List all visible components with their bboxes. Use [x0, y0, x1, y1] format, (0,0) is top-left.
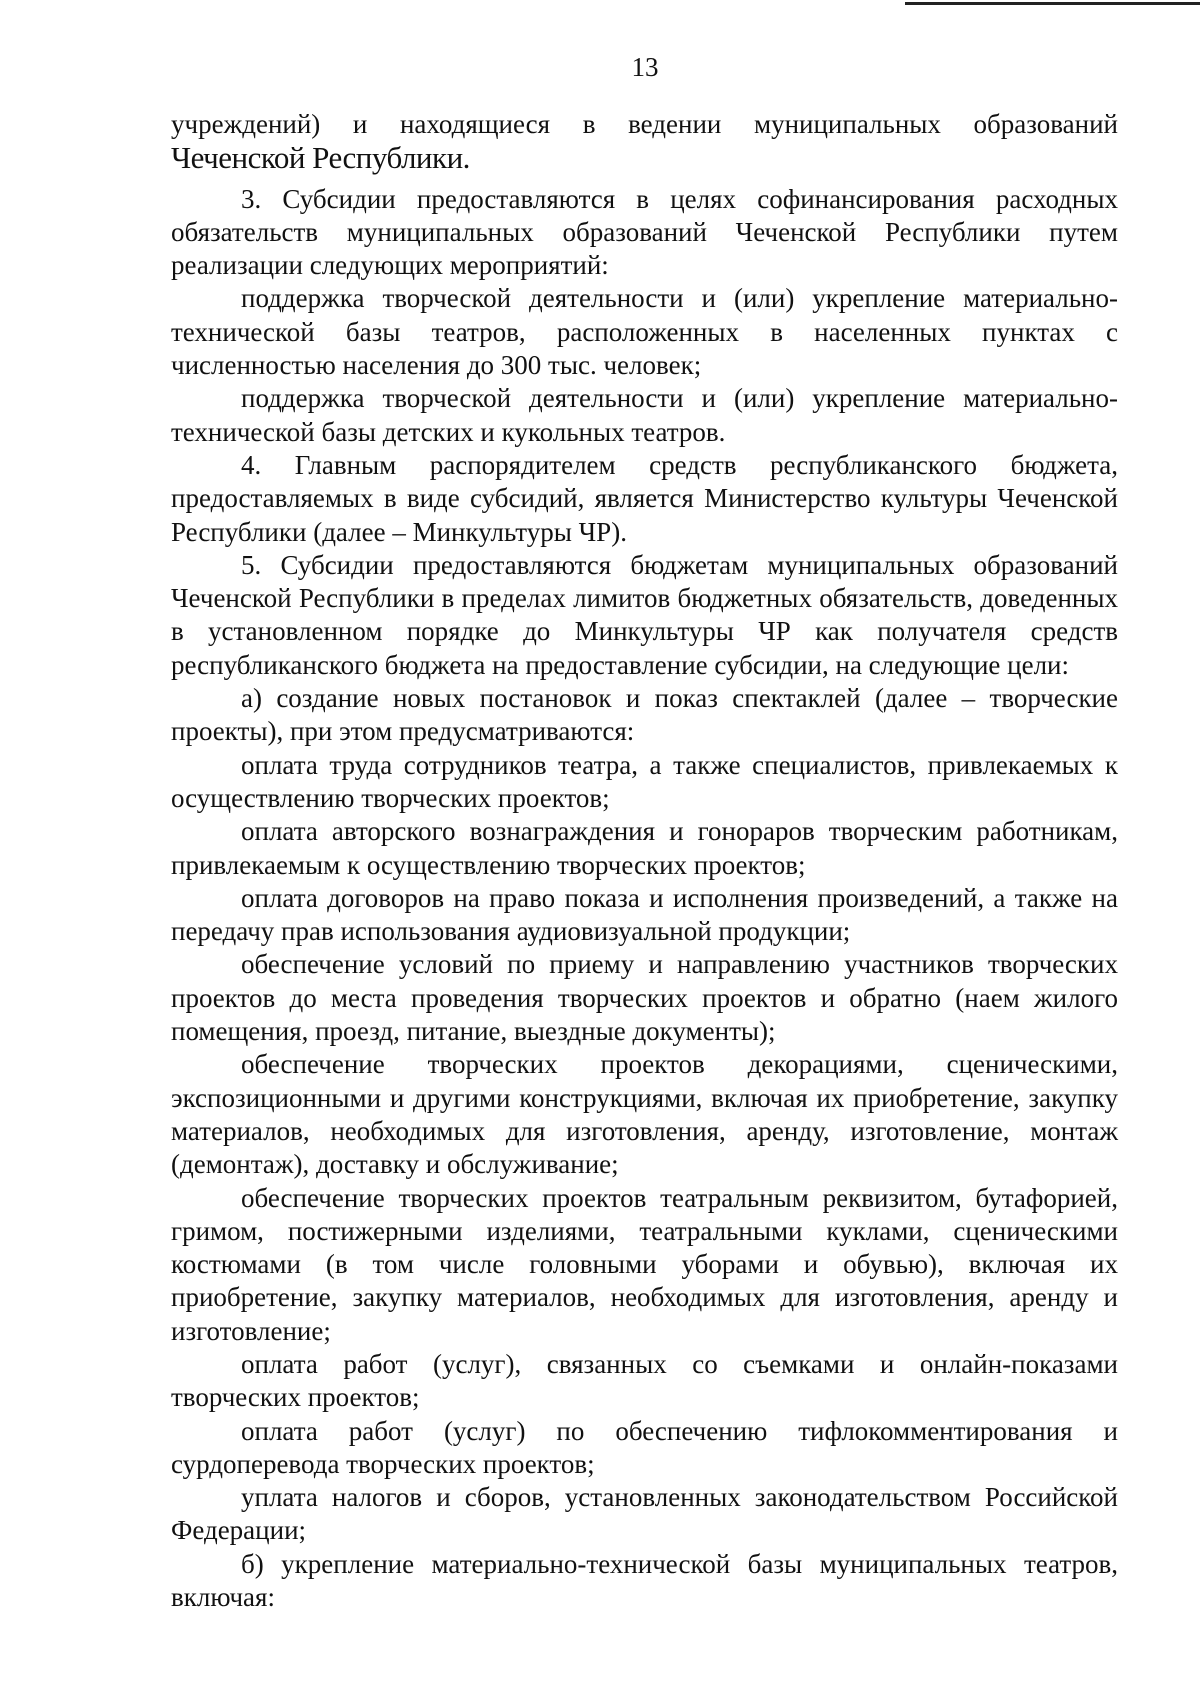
paragraph: оплата работ (услуг), связанных со съемками и онлайн-показами творческих проектов; — [171, 1348, 1118, 1413]
paragraph: оплата договоров на право показа и исполнения произведений, а также на передачу прав использования аудиовизуальной продукции; — [171, 882, 1118, 947]
page-number: 13 — [631, 52, 659, 82]
paragraph: обеспечение творческих проектов театральным реквизитом, бутафорией, гримом, постижерными изделиями, театральными куклами, сценическими костюмами (в том числе головными уборами и обувью), включая их приобретение, закупку материалов, необходимых для изготовления, аренду и изготовление; — [171, 1182, 1118, 1346]
paragraph: 5. Субсидии предоставляются бюджетам муниципальных образований Чеченской Республики в пределах лимитов бюджетных обязательств, доведенных в установленном порядке до Минкультуры ЧР как получателя средств республиканского бюджета на предоставление субсидии, на следующие цели: — [171, 549, 1118, 680]
paragraph: уплата налогов и сборов, установленных законодательством Российской Федерации; — [171, 1482, 1118, 1546]
paragraph: поддержка творческой деятельности и (или) укрепление материально-технической базы детских и кукольных театров. — [171, 383, 1118, 447]
paragraph: оплата авторского вознаграждения и гонораров творческим работникам, привлекаемым к осуществлению творческих проектов; — [171, 816, 1118, 880]
paragraph: поддержка творческой деятельности и (или) укрепление материально-технической базы театров, расположенных в населенных пунктах с численностью населения до 300 тыс. человек; — [171, 283, 1118, 381]
scan-edge-line — [905, 2, 1200, 5]
paragraph: Чеченской Республики. — [171, 140, 470, 176]
document-body — [171, 108, 1118, 1614]
paragraph: а) создание новых постановок и показ спектаклей (далее – творческие проекты), при этом предусматриваются: — [171, 683, 1118, 747]
paragraph: 3. Субсидии предоставляются в целях софинансирования расходных обязательств муниципальных образований Чеченской Республики путем реализации следующих мероприятий: — [171, 183, 1118, 281]
paragraph: обеспечение условий по приему и направлению участников творческих проектов до места проведения творческих проектов и обратно (наем жилого помещения, проезд, питание, выездные документы); — [171, 949, 1118, 1047]
paragraph: 4. Главным распорядителем средств республиканского бюджета, предоставляемых в виде субсидий, является Министерство культуры Чеченской Республики (далее – Минкультуры ЧР). — [171, 449, 1118, 547]
paragraph: оплата труда сотрудников театра, а также специалистов, привлекаемых к осуществлению творческих проектов; — [171, 749, 1118, 813]
paragraph: б) укрепление материально-технической базы муниципальных театров, включая: — [171, 1548, 1118, 1613]
paragraph: учреждений) и находящиеся в ведении муниципальных образований — [171, 109, 1118, 139]
paragraph: обеспечение творческих проектов декорациями, сценическими, экспозиционными и другими конструкциями, включая их приобретение, закупку материалов, необходимых для изготовления, аренду, изготовление, монтаж (демонтаж), доставку и обслуживание; — [171, 1049, 1118, 1180]
paragraph: оплата работ (услуг) по обеспечению тифлокомментирования и сурдоперевода творческих проектов; — [171, 1415, 1118, 1479]
